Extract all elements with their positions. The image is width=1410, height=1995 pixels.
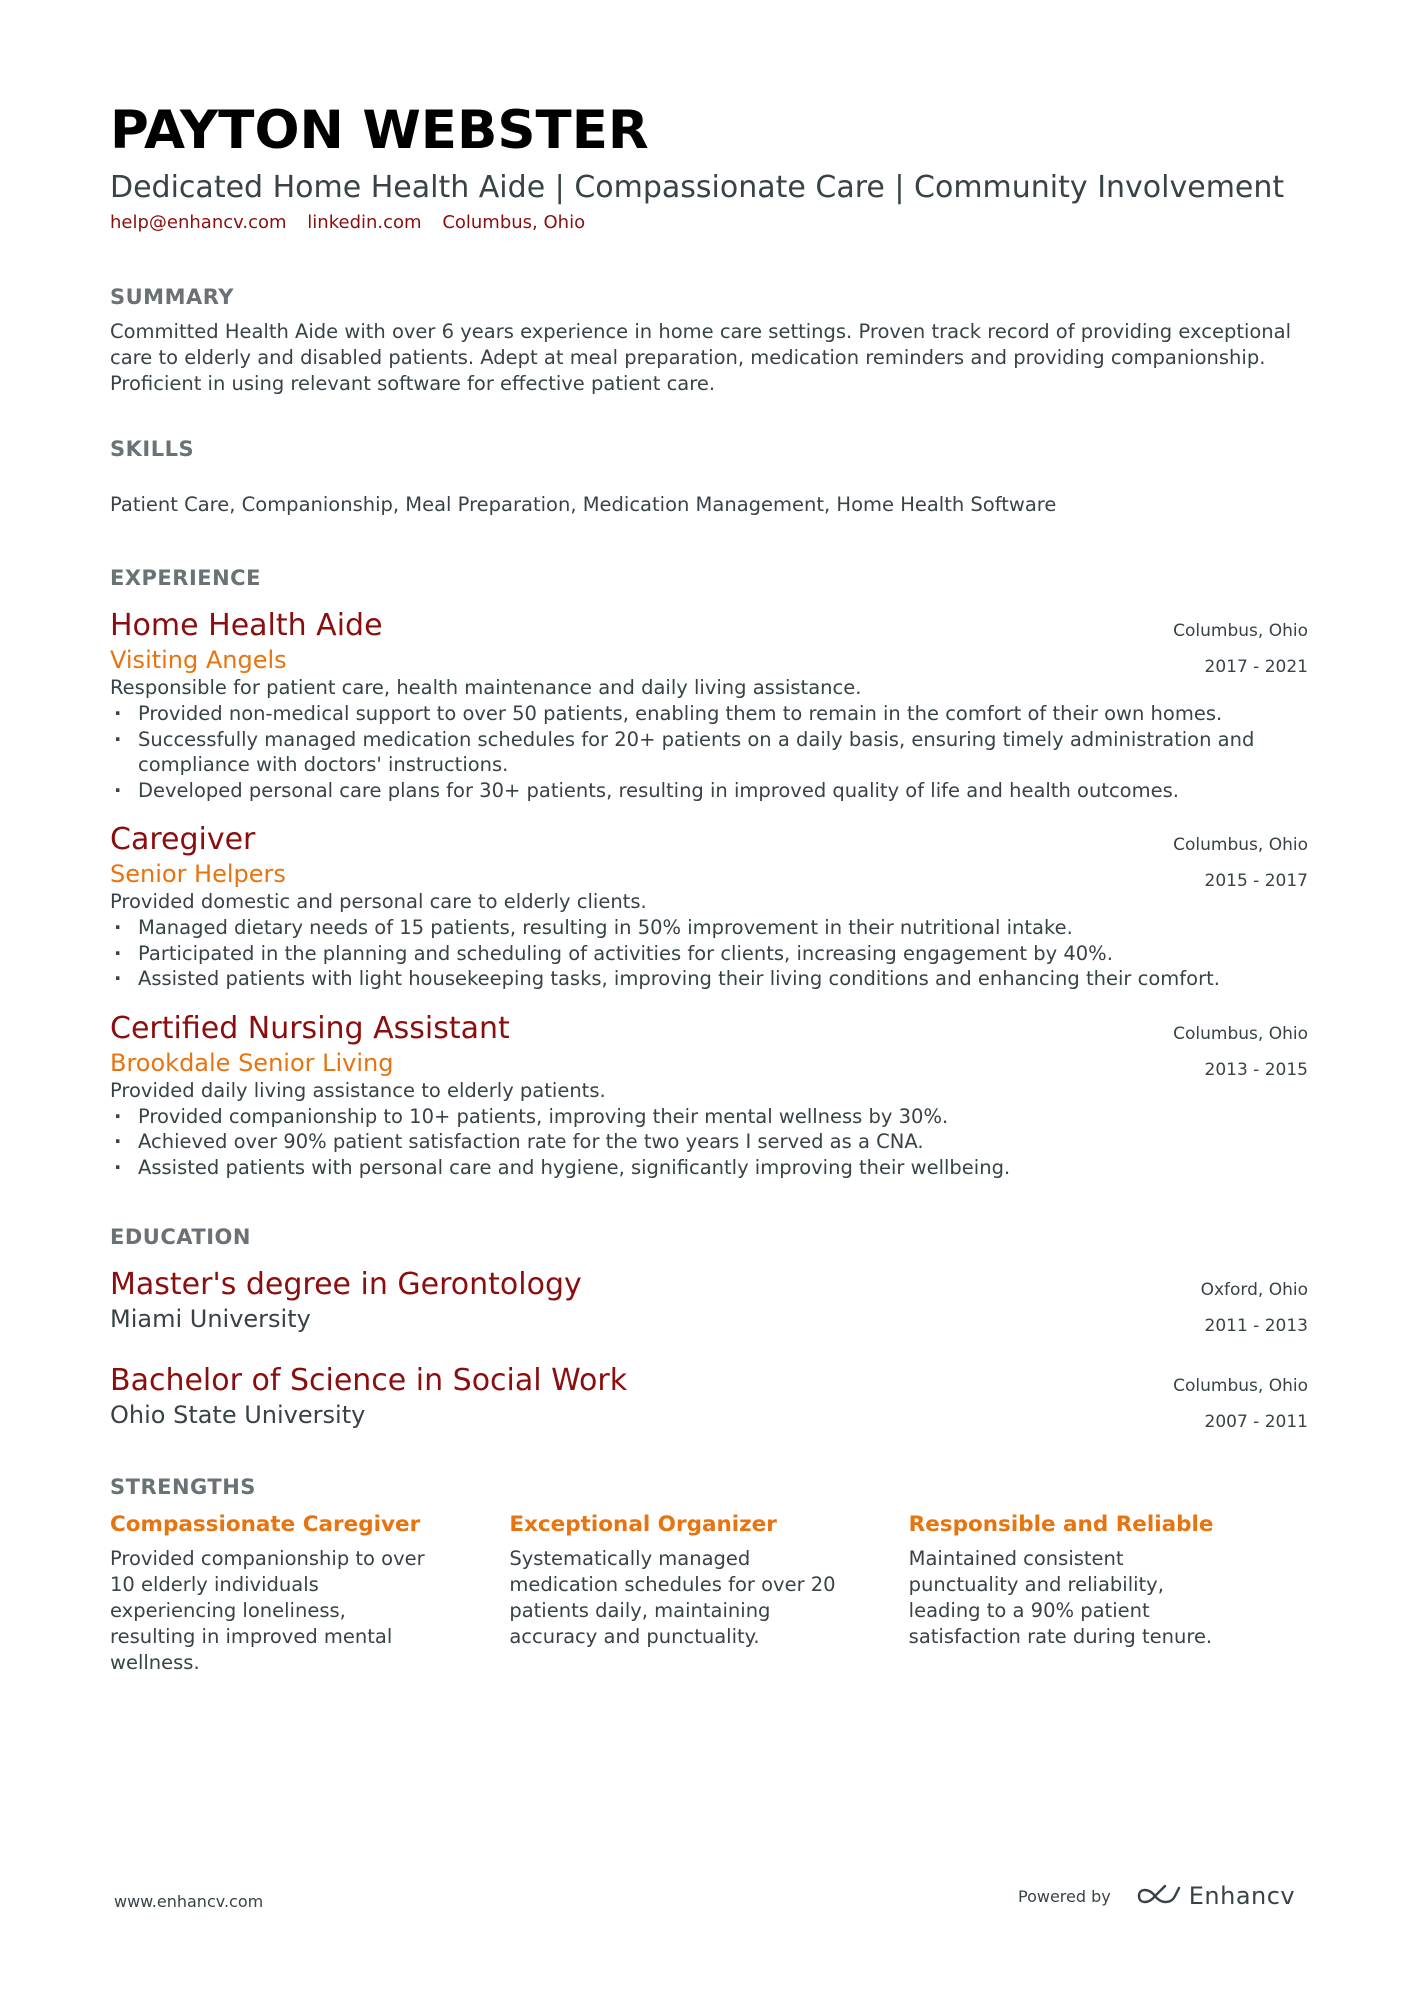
experience-entry [110, 1010, 1308, 1181]
job-location: Columbus, Ohio [1173, 835, 1308, 855]
job-bullets [110, 1104, 1308, 1181]
school-name: Ohio State University [110, 1401, 366, 1429]
contact-location: Columbus, Ohio [442, 212, 586, 233]
bullet-item: · Provided companionship to 10+ patients, improving their mental wellness by 30%. [110, 1104, 1308, 1130]
enhancv-logo-icon [1135, 1883, 1181, 1909]
school-location: Oxford, Ohio [1200, 1280, 1308, 1300]
strength-text: Maintained consistent punctuality and reliability, leading to a 90% patient satisfaction rate during tenure. [908, 1547, 1213, 1648]
job-description: Responsible for patient care, health maintenance and daily living assistance. [110, 676, 862, 699]
strength-title: Exceptional Organizer [509, 1512, 777, 1537]
resume-header [110, 96, 1308, 236]
entry-meta [1173, 1016, 1308, 1088]
enhancv-logo[interactable] [1135, 1882, 1295, 1910]
powered-by-label: Powered by [1018, 1886, 1111, 1906]
entry-meta [1173, 613, 1308, 685]
bullet-item: · Assisted patients with light housekeeping tasks, improving their living conditions and enhancing their comfort. [110, 966, 1308, 992]
summary-section [110, 282, 1308, 397]
job-description: Provided daily living assistance to elderly patients. [110, 1078, 606, 1102]
company-name: Visiting Angels [110, 646, 287, 674]
job-bullets [110, 915, 1308, 992]
summary-text: Committed Health Aide with over 6 years experience in home care settings. Proven track record of providing exceptional care to elderly and disabled patients. Adept at meal preparation, medication reminders and providing companionship. Proficient in using relevant software for effective patient care. [110, 320, 1292, 395]
education-entry [110, 1266, 1308, 1334]
job-title: Home Health Aide [110, 608, 383, 643]
section-title-experience: EXPERIENCE [110, 566, 261, 590]
company-name: Senior Helpers [110, 860, 286, 888]
school-dates: 2011 - 2013 [1204, 1316, 1308, 1336]
section-title-skills: SKILLS [110, 437, 195, 461]
job-title: Caregiver [110, 822, 256, 857]
job-dates: 2015 - 2017 [1204, 871, 1308, 891]
entry-meta [1173, 827, 1308, 899]
strength-item [110, 1510, 437, 1676]
job-dates: 2017 - 2021 [1204, 657, 1308, 677]
entry-meta [1173, 1368, 1308, 1440]
headline: Dedicated Home Health Aide | Compassionate Care | Community Involvement [110, 170, 1285, 205]
job-description: Provided domestic and personal care to elderly clients. [110, 890, 647, 913]
footer-website[interactable]: www.enhancv.com [114, 1892, 264, 1911]
candidate-name: PAYTON WEBSTER [110, 100, 649, 161]
strength-item [509, 1510, 836, 1676]
strength-text: Provided companionship to over 10 elderly individuals experiencing loneliness, resulting in improved mental wellness. [110, 1547, 425, 1674]
bullet-item: · Managed dietary needs of 15 patients, resulting in 50% improvement in their nutritional intake. [110, 915, 1308, 941]
experience-section [110, 563, 1308, 1180]
resume-page [110, 96, 1308, 1676]
strength-item [909, 1510, 1236, 1676]
education-section [110, 1222, 1308, 1430]
education-entry [110, 1362, 1308, 1430]
strengths-section [110, 1472, 1308, 1676]
footer-branding [1018, 1882, 1295, 1910]
bullet-item: · Participated in the planning and scheduling of activities for clients, increasing engagement by 40%. [110, 941, 1308, 967]
school-name: Miami University [110, 1305, 311, 1333]
job-bullets [110, 701, 1308, 803]
experience-entry [110, 607, 1308, 803]
school-location: Columbus, Ohio [1173, 1376, 1308, 1396]
entry-meta [1201, 1272, 1308, 1344]
job-location: Columbus, Ohio [1173, 1023, 1308, 1044]
bullet-item: · Achieved over 90% patient satisfaction rate for the two years I served as a CNA. [110, 1129, 1308, 1155]
bullet-item: · Provided non-medical support to over 50 patients, enabling them to remain in the comfort of their own homes. [110, 701, 1308, 727]
strengths-grid [110, 1510, 1308, 1676]
strength-text: Systematically managed medication schedules for over 20 patients daily, maintaining accuracy and punctuality. [509, 1547, 836, 1648]
strength-title: Compassionate Caregiver [110, 1512, 421, 1537]
job-dates: 2013 - 2015 [1204, 1059, 1308, 1080]
job-title: Certified Nursing Assistant [110, 1010, 510, 1046]
contact-email[interactable]: help@enhancv.com [110, 212, 287, 233]
job-location: Columbus, Ohio [1173, 621, 1308, 641]
skills-section [110, 434, 1308, 518]
skills-text: Patient Care, Companionship, Meal Preparation, Medication Management, Home Health Software [110, 493, 1057, 516]
contact-line [110, 210, 1308, 236]
section-title-strengths: STRENGTHS [110, 1475, 256, 1499]
degree-title: Master's degree in Gerontology [110, 1267, 582, 1302]
school-dates: 2007 - 2011 [1204, 1412, 1308, 1432]
degree-title: Bachelor of Science in Social Work [110, 1363, 628, 1398]
contact-linkedin[interactable]: linkedin.com [307, 212, 422, 233]
strength-title: Responsible and Reliable [908, 1512, 1214, 1537]
experience-entry [110, 821, 1308, 992]
bullet-item: · Assisted patients with personal care and hygiene, significantly improving their wellbeing. [110, 1155, 1308, 1181]
brand-name: Enhancv [1188, 1882, 1296, 1910]
bullet-item: · Successfully managed medication schedules for 20+ patients on a daily basis, ensuring timely administration and compliance with doctors' instructions. [110, 727, 1308, 778]
bullet-item: · Developed personal care plans for 30+ patients, resulting in improved quality of life and health outcomes. [110, 778, 1308, 804]
section-title-education: EDUCATION [110, 1225, 251, 1249]
section-title-summary: SUMMARY [110, 285, 234, 309]
company-name: Brookdale Senior Living [110, 1048, 394, 1077]
